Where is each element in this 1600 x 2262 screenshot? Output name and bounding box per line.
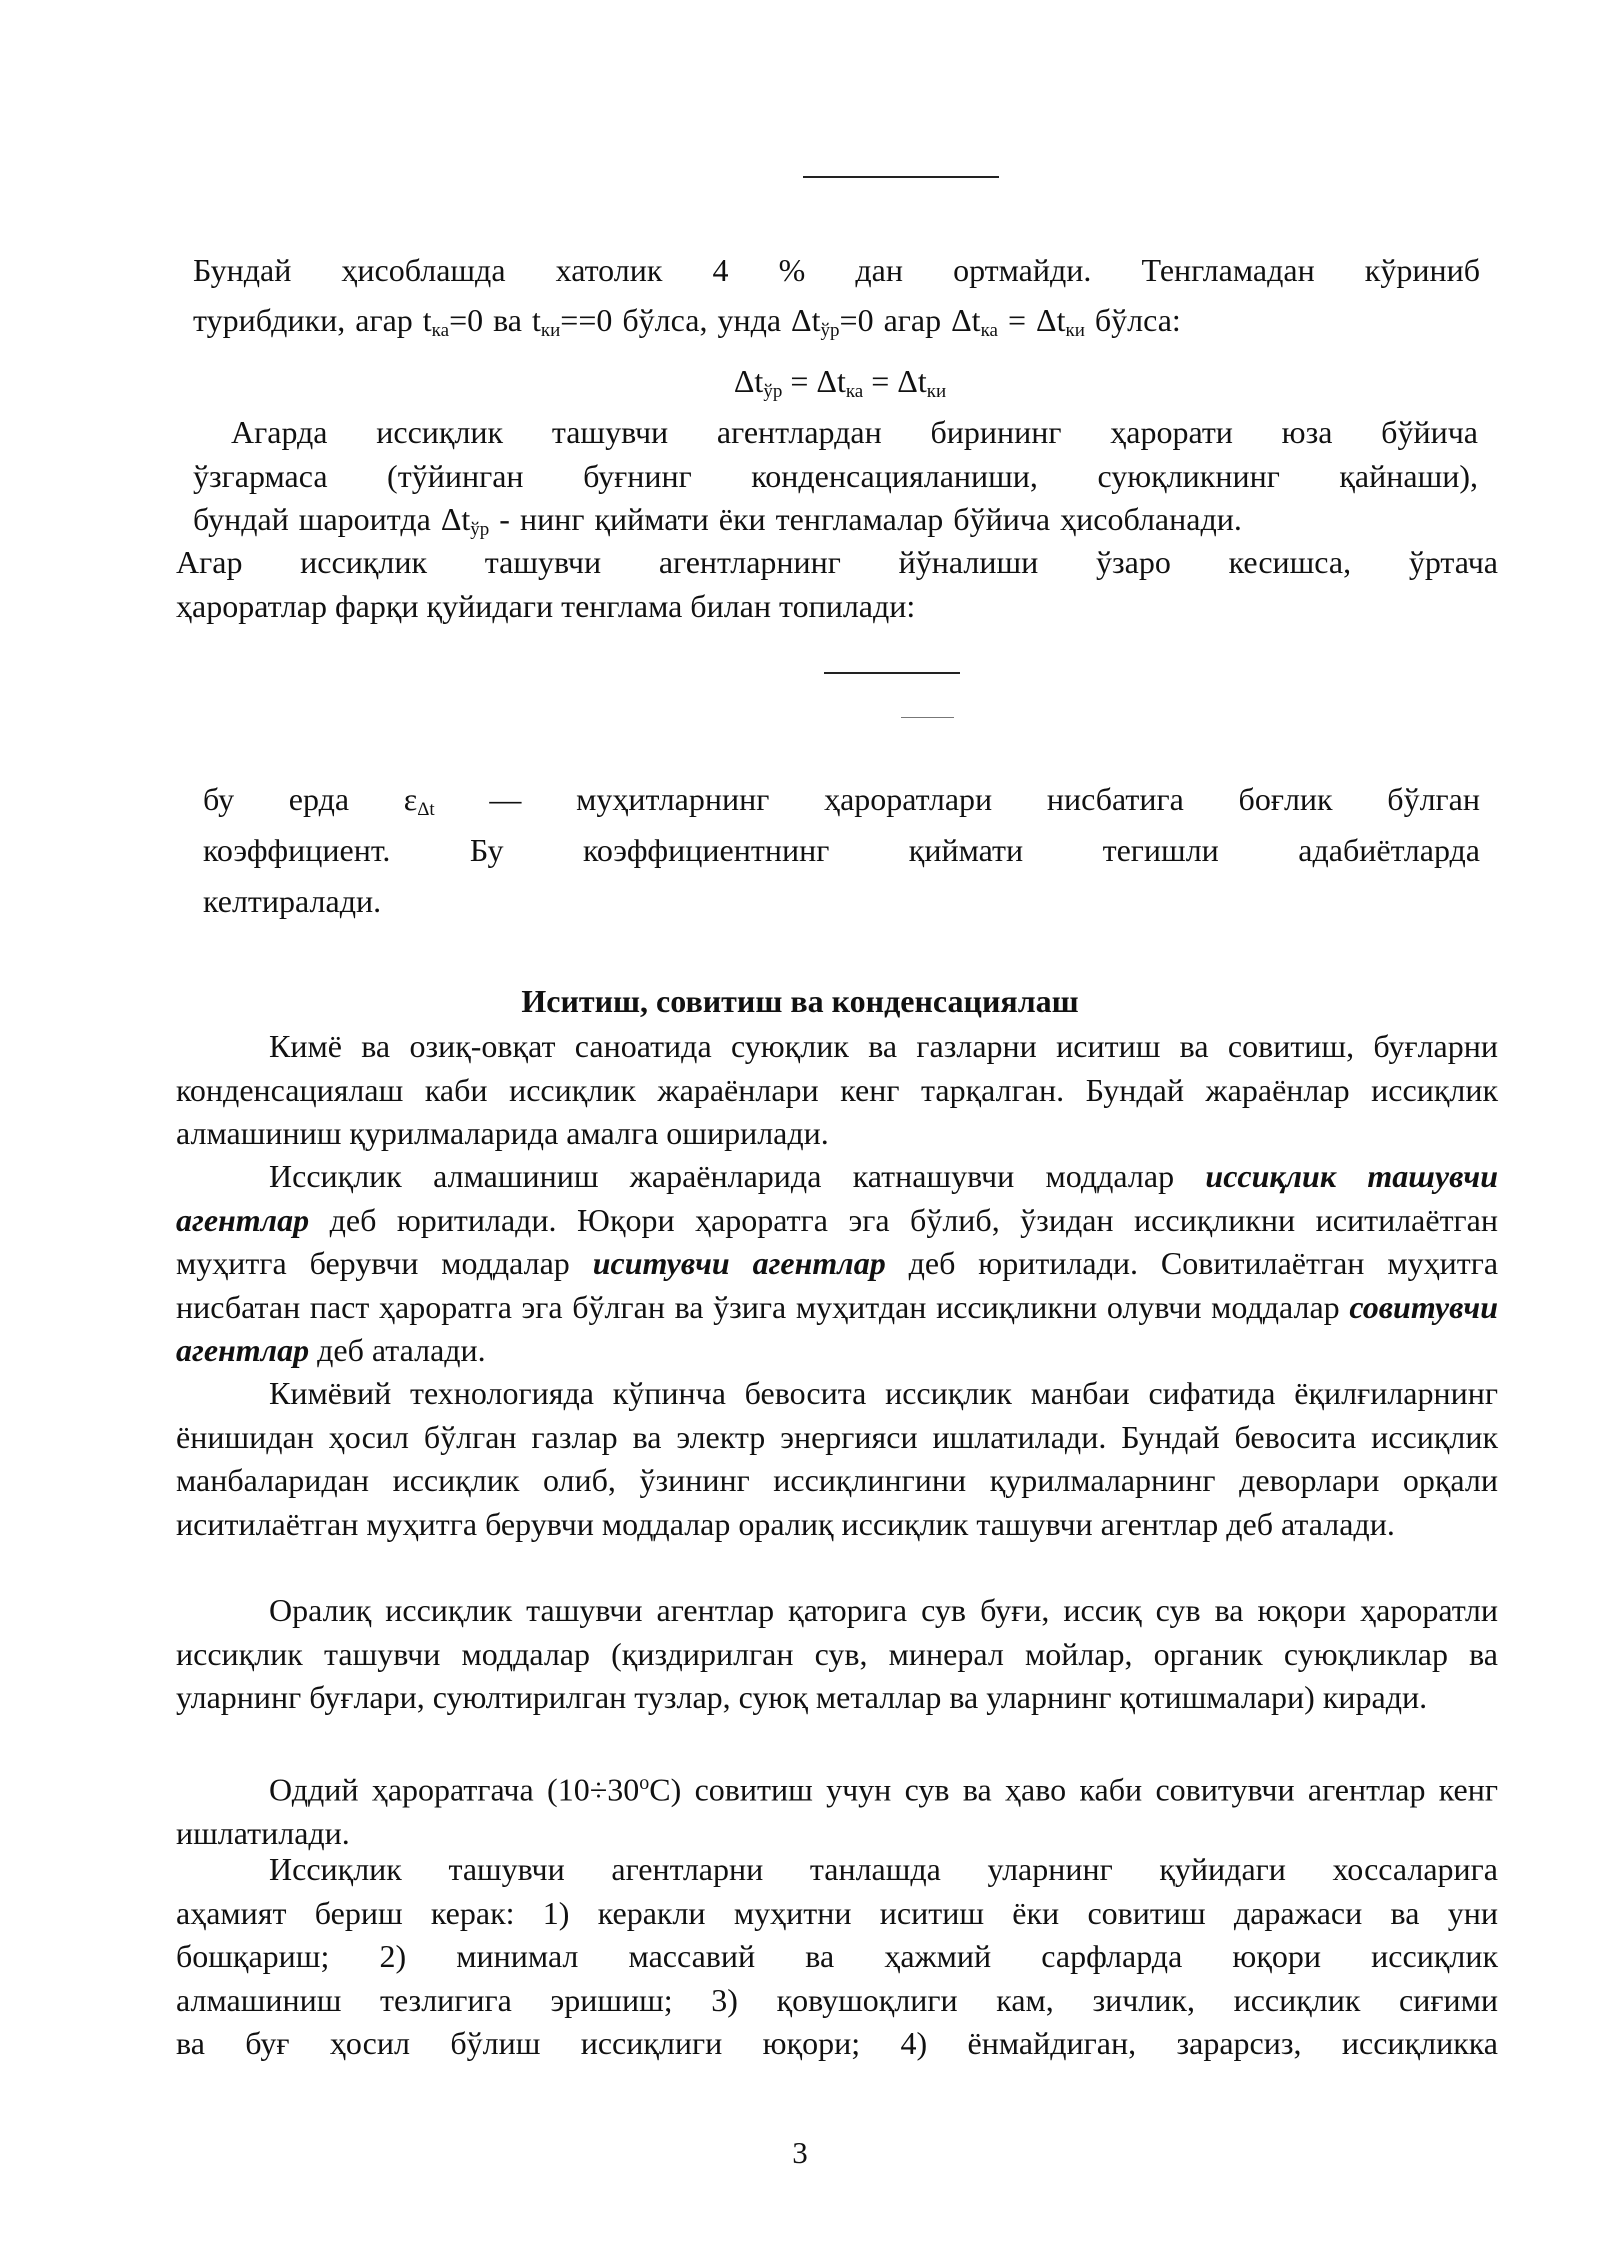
para2-line-3: бундай шароитда $\Delta t_{ўр}$ - нинг қиймати ёки тенгламалар бўйича ҳисобланади. <box>193 501 1242 540</box>
term-cooling-agents: совитувчи агентлар <box>176 1288 1498 1368</box>
intro-line-1: Бундай ҳисоблашда хатолик 4 % дан ортмайди. Тенгламадан кўриниб <box>193 252 1480 288</box>
section-paragraph-6 <box>176 1848 1498 2066</box>
epsilon-line-3: келтиралади. <box>203 883 382 919</box>
para3-line-2: ҳароратлар фарқи қуйидаги тенглама билан топилади: <box>176 587 916 624</box>
p6-line-3: бошқариш; 2) минимал массавий ва ҳажмий сарфларда юқори иссиқлик <box>176 1938 1498 1974</box>
fraction-rule-middle <box>824 672 960 674</box>
section-paragraph-1: Кимё ва озиқ-овқат саноатида суюқлик ва газларни иситиш ва совитиш, буғларни конденсациялаш каби иссиқлик жараёнлари кенг тарқалган. Бундай жараёнлар иссиқлик алмашиниш қурилмаларида амалга оширилади. <box>176 1028 1498 1151</box>
crossflow-paragraph <box>176 541 1498 628</box>
term-heat-carriers: иссиқлик ташувчи агентлар <box>176 1158 1499 1238</box>
formula-delta-t: $\Delta t_{ўр} = \Delta t_{ка} = \Delta t_{ки}$ <box>733 363 947 402</box>
section-paragraph-4: Оралиқ иссиқлик ташувчи агентлар қаторига сув буғи, иссиқ сув ва юқори ҳароратли иссиқлик ташувчи моддалар (қиздирилган сув, минерал мойлар, органик суюқликлар ва уларнинг буғлари, суюлтирилган тузлар, суюқ металлар ва уларнинг қотишмалари) киради. <box>176 1592 1498 1715</box>
para3-line-1: Агар иссиқлик ташувчи агентларнинг йўналиши ўзаро кесишса, ўртача <box>176 544 1498 580</box>
intro-paragraph <box>193 245 1480 345</box>
term-heating-agents: иситувчи агентлар <box>592 1245 886 1281</box>
epsilon-line-2: коэффициент. Бу коэффициентнинг қиймати тегишли адабиётларда <box>203 832 1480 868</box>
p6-line-2: аҳамият бериш керак: 1) керакли муҳитни иситиш ёки совитиш даражаси ва уни <box>176 1894 1498 1931</box>
epsilon-definition <box>203 774 1480 927</box>
para2-line-1: Агарда иссиқлик ташувчи агентлардан бирининг ҳарорати юза бўйича <box>231 414 1478 450</box>
section-heading: Иситиш, совитиш ва конденсациялаш <box>521 983 1079 1019</box>
fraction-rule-small <box>901 717 954 718</box>
section-paragraph-2: Иссиқлик алмашиниш жараёнларида катнашувчи моддалар иссиқлик ташувчи агентлар деб юритилади. Юқори ҳароратга эга бўлиб, ўзидан иссиқликни иситилаётган муҳитга берувчи моддалар иситувчи агентлар деб юритилади. Совитилаётган муҳитга нисбатан паст ҳароратга эга бўлган ва ўзига муҳитдан иссиқликни олувчи моддалар совитувчи агентлар деб аталади. <box>176 1158 1499 1368</box>
p6-line-4: алмашиниш тезлигига эришиш; 3) қовушоқлиги кам, зичлик, иссиқлик сиғими <box>176 1981 1498 2018</box>
p6-line-5: ва буғ ҳосил бўлиш иссиқлиги юқори; 4) ёнмайдиган, зарарсиз, иссиқликка <box>176 2025 1498 2061</box>
epsilon-line-1: бу ерда $\varepsilon_{\Delta t}$ — муҳитларнинг ҳароратлари нисбатига боғлик бўлган <box>203 781 1480 820</box>
fraction-rule-top <box>803 176 999 178</box>
constant-temperature-paragraph <box>193 411 1478 542</box>
p6-line-1: Иссиқлик ташувчи агентларни танлашда уларнинг қуйидаги хоссаларига <box>269 1851 1498 1887</box>
page-number: 3 <box>792 2135 808 2170</box>
intro-line-2: турибдики, агар $t_{ка}=0$ ва $t_{ки}==0$ бўлса, унда $\Delta t_{ўр}=0$ агар $\Delta t_{ка} = \Delta t_{ки}$ бўлса: <box>193 302 1181 341</box>
section-paragraph-5: Оддий ҳароратгача $(10\div 30^оС)$ совитиш учун сув ва ҳаво каби совитувчи агентлар кенг ишлатилади. <box>176 1771 1499 1852</box>
section-paragraph-3: Кимёвий технологияда кўпинча бевосита иссиқлик манбаи сифатида ёқилғиларнинг ёнишидан ҳосил бўлган газлар ва электр энергияси ишлатилади. Бундай бевосита иссиқлик манбаларидан иссиқлик олиб, ўзининг иссиқлингини қурилмаларнинг деворлари орқали иситилаётган муҳитга берувчи моддалар оралиқ иссиқлик ташувчи агентлар деб аталади. <box>176 1375 1498 1542</box>
para2-line-2: ўзгармаса (тўйинган буғнинг конденсацияланиши, суюқликнинг қайнаши), <box>193 457 1478 494</box>
